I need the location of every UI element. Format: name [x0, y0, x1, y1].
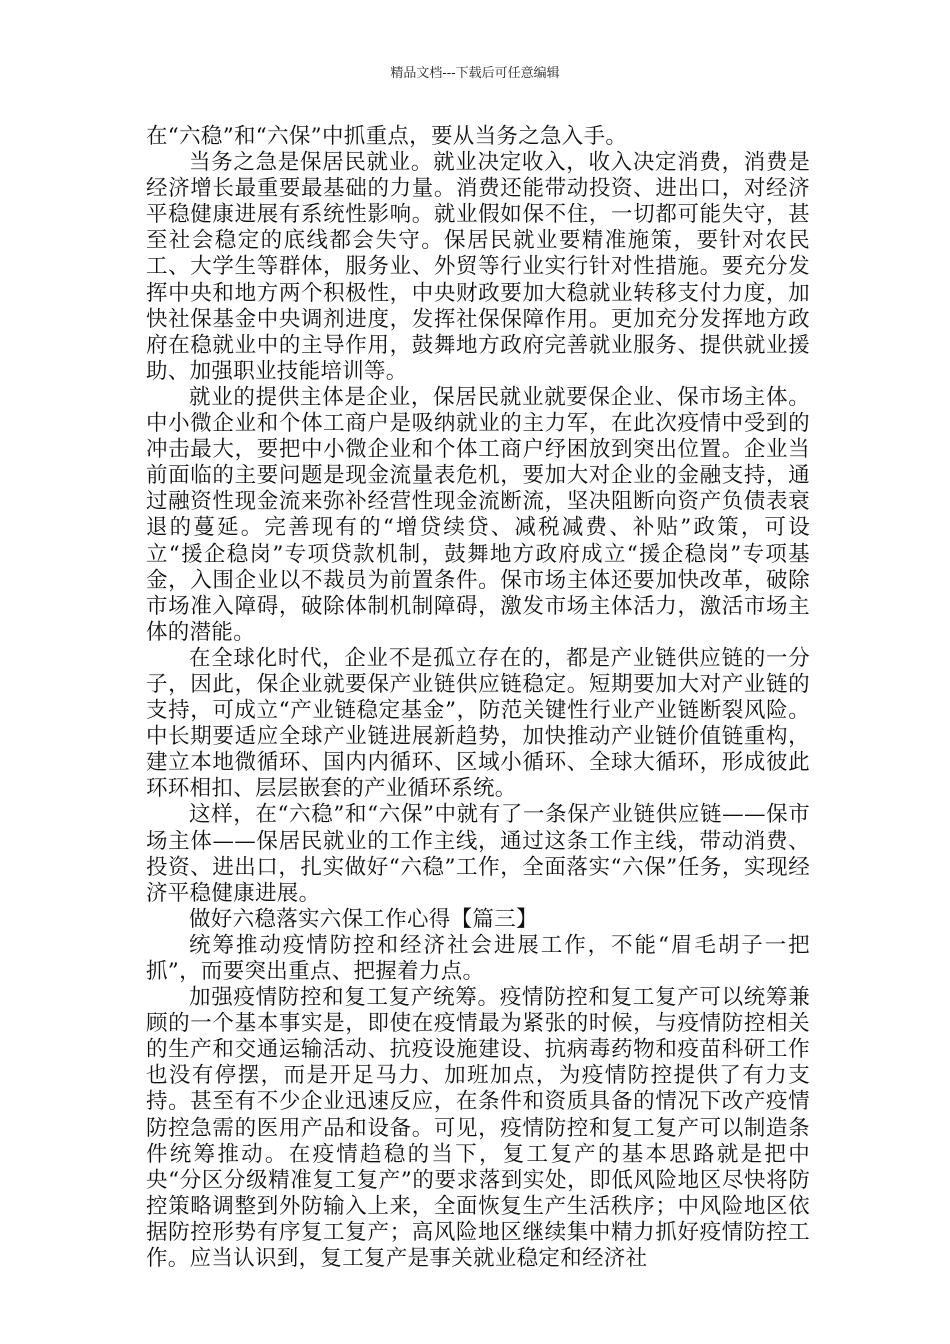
- paragraph-6: 统筹推动疫情防控和经济社会进展工作，不能“眉毛胡子一把抓”，而要突出重点、把握着力点。: [146, 932, 810, 984]
- page-header: 精品文档---下载后可任意编辑: [390, 66, 560, 81]
- section-heading: 做好六稳落实六保工作心得【篇三】: [189, 906, 538, 932]
- paragraph-5: 这样，在“六稳”和“六保”中就有了一条保产业链供应链——保市场主体——保居民就业的工作主线，通过这条工作主线，带动消费、投资、进出口，扎实做好“六稳”工作，全面落实“六保”任务，实现经济平稳健康进展。: [146, 802, 810, 906]
- paragraph-4: 在全球化时代，企业不是孤立存在的，都是产业链供应链的一分子，因此，保企业就要保产业链供应链稳定。短期要加大对产业链的支持，可成立“产业链稳定基金”，防范关键性行业产业链断裂风险。中长期要适应全球产业链进展新趋势，加快推动产业链价值链重构，建立本地微循环、国内内循环、区域小循环、全球大循环，形成彼此环环相扣、层层嵌套的产业循环系统。: [146, 645, 810, 802]
- paragraph-1: 在“六稳”和“六保”中抓重点，要从当务之急入手。: [146, 124, 628, 149]
- paragraph-7: 加强疫情防控和复工复产统筹。疫情防控和复工复产可以统筹兼顾的一个基本事实是，即使在疫情最为紧张的时候，与疫情防控相关的生产和交通运输活动、抗疫设施建设、抗病毒药物和疫苗科研工作也没有停摆，而是开足马力、加班加点，为疫情防控提供了有力支持。甚至有不少企业迅速反应，在条件和资质具备的情况下改产疫情防控急需的医用产品和设备。可见，疫情防控和复工复产可以制造条件统筹推动。在疫情趋稳的当下，复工复产的基本思路就是把中央“分区分级精准复工复产”的要求落到实处，即低风险地区尽快将防控策略调整到外防输入上来，全面恢复生产生活秩序；中风险地区依据防控形势有序复工复产；高风险地区继续集中精力抓好疫情防控工作。应当认识到，复工复产是事关就业稳定和经济社: [146, 985, 810, 1272]
- paragraph-2: 当务之急是保居民就业。就业决定收入，收入决定消费，消费是经济增长最重要最基础的力量。消费还能带动投资、进出口，对经济平稳健康进展有系统性影响。就业假如保不住，一切都可能失守，甚至社会稳定的底线都会失守。保居民就业要精准施策，要针对农民工、大学生等群体，服务业、外贸等行业实行针对性措施。要充分发挥中央和地方两个积极性，中央财政要加大稳就业转移支付力度，加快社保基金中央调剂进度，发挥社保保障作用。更加充分发挥地方政府在稳就业中的主导作用，鼓舞地方政府完善就业服务、提供就业援助、加强职业技能培训等。: [146, 150, 810, 384]
- paragraph-3: 就业的提供主体是企业，保居民就业就要保企业、保市场主体。中小微企业和个体工商户是吸纳就业的主力军，在此次疫情中受到的冲击最大，要把中小微企业和个体工商户纾困放到突出位置。企业当前面临的主要问题是现金流量表危机，要加大对企业的金融支持，通过融资性现金流来弥补经营性现金流断流，坚决阻断向资产负债表衰退的蔓延。完善现有的“增贷续贷、减税减费、补贴”政策，可设立“援企稳岗”专项贷款机制，鼓舞地方政府成立“援企稳岗”专项基金，入围企业以不裁员为前置条件。保市场主体还要加快改革，破除市场准入障碍，破除体制机制障碍，激发市场主体活力，激活市场主体的潜能。: [146, 384, 810, 645]
- document-body: [146, 124, 810, 1272]
